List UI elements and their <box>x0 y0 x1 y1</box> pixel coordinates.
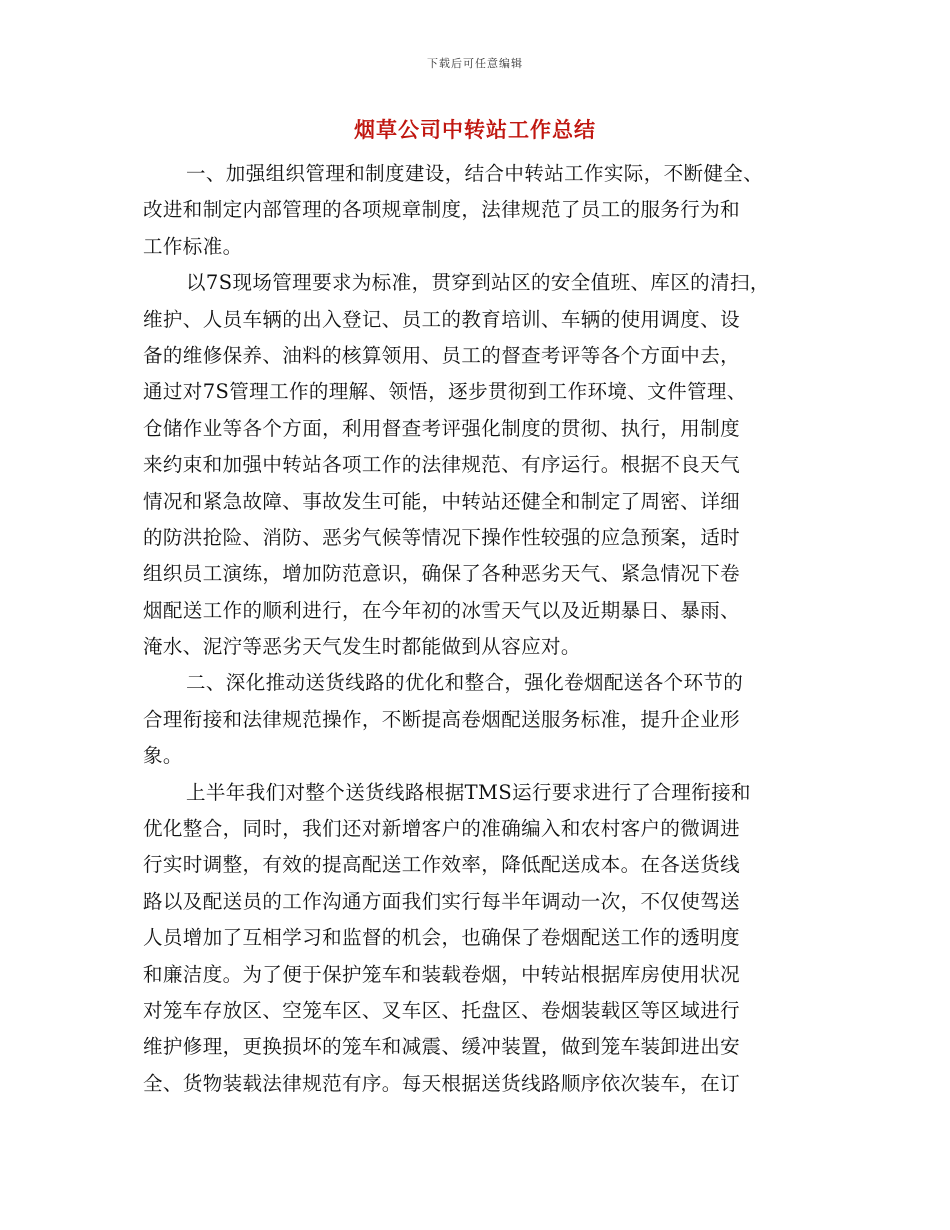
text-line: 的防洪抢险、消防、恶劣气候等情况下操作性较强的应急预案，适时 <box>143 525 741 549</box>
text-line: 以7S现场管理要求为标准，贯穿到站区的安全值班、库区的清扫， <box>186 271 770 295</box>
text-line: 路以及配送员的工作沟通方面我们实行每半年调动一次，不仅使驾送 <box>143 889 741 913</box>
text-line: 行实时调整，有效的提高配送工作效率，降低配送成本。在各送货线 <box>143 853 741 877</box>
text-line: 工作标准。 <box>143 234 243 258</box>
text-line: 上半年我们对整个送货线路根据TMS运行要求进行了合理衔接和 <box>186 780 751 804</box>
text-line: 象。 <box>143 744 183 768</box>
text-line: 情况和紧急故障、事故发生可能，中转站还健全和制定了周密、详细 <box>143 489 741 513</box>
text-line: 人员增加了互相学习和监督的机会，也确保了卷烟配送工作的透明度 <box>143 926 741 950</box>
text-line: 备的维修保养、油料的核算领用、员工的督查考评等各个方面中去， <box>143 343 741 367</box>
text-line: 通过对7S管理工作的理解、领悟，逐步贯彻到工作环境、文件管理、 <box>143 380 747 404</box>
text-line: 全、货物装载法律规范有序。每天根据送货线路顺序依次装车，在订 <box>143 1071 741 1095</box>
text-line: 改进和制定内部管理的各项规章制度，法律规范了员工的服务行为和 <box>143 198 741 222</box>
text-line: 来约束和加强中转站各项工作的法律规范、有序运行。根据不良天气 <box>143 453 741 477</box>
text-line: 烟配送工作的顺利进行，在今年初的冰雪天气以及近期暴日、暴雨、 <box>143 598 741 622</box>
text-line: 二、深化推动送货线路的优化和整合，强化卷烟配送各个环节的 <box>186 671 744 695</box>
text-line: 优化整合，同时，我们还对新增客户的准确编入和农村客户的微调进 <box>143 817 741 841</box>
text-line: 组织员工演练，增加防范意识，确保了各种恶劣天气、紧急情况下卷 <box>143 562 741 586</box>
text-line: 一、加强组织管理和制度建设，结合中转站工作实际，不断健全、 <box>186 162 764 185</box>
text-line: 维护、人员车辆的出入登记、员工的教育培训、车辆的使用调度、设 <box>143 307 741 331</box>
text-line: 维护修理，更换损坏的笼车和减震、缓冲装置，做到笼车装卸进出安 <box>143 1035 741 1059</box>
page-title: 烟草公司中转站工作总结 <box>354 117 596 142</box>
text-line: 合理衔接和法律规范操作，不断提高卷烟配送服务标准，提升企业形 <box>143 707 741 731</box>
header-note: 下载后可任意编辑 <box>427 57 523 70</box>
text-line: 对笼车存放区、空笼车区、叉车区、托盘区、卷烟装载区等区域进行 <box>143 998 741 1022</box>
text-line: 淹水、泥泞等恶劣天气发生时都能做到从容应对。 <box>143 635 581 659</box>
text-line: 仓储作业等各个方面，利用督查考评强化制度的贯彻、执行，用制度 <box>143 416 741 440</box>
document-body <box>143 156 823 1102</box>
text-line: 和廉洁度。为了便于保护笼车和装载卷烟，中转站根据库房使用状况 <box>143 962 741 986</box>
